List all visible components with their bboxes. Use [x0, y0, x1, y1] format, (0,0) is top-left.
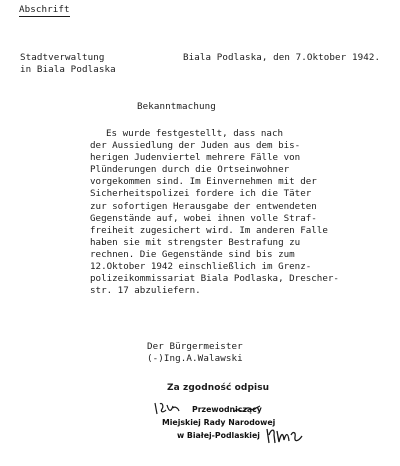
stamp-line-3: w Białej-Podlaskiej [177, 431, 260, 440]
body-line: Gegenstände auf, wobei ihnen volle Straf- [90, 212, 317, 224]
place-date: Biala Podlaska, den 7.Oktober 1942. [183, 52, 381, 63]
body-line: haben sie mit strengster Bestrafung zu [90, 236, 301, 248]
body-line: str. 17 abzuliefern. [90, 285, 201, 297]
body-line: Sicherheitspolizei fordere ich die Täter [90, 188, 312, 200]
sender-line-2: in Biala Podlaska [20, 64, 116, 75]
stamp-line-2: Miejskiej Rady Narodowej [162, 418, 276, 427]
body-line: zur sofortigen Herausgabe der entwendeten [90, 200, 317, 212]
body-line: Plünderungen durch die Ortseinwohner [90, 164, 290, 176]
body-line: Es wurde festgestellt, dass nach [106, 128, 284, 139]
sender-line-1: Stadtverwaltung [20, 52, 105, 63]
body-line: vorgekommen sind. Im Einvernehmen mit der [90, 176, 317, 188]
signatory-title: Der Bürgermeister [147, 341, 243, 352]
stamp-line-1: Przewodniczący [192, 405, 262, 414]
certification-note: Za zgodność odpisu [167, 383, 270, 393]
signature-flourish [232, 403, 262, 417]
body-line: 12.Oktober 1942 einschließlich im Grenz- [90, 261, 312, 273]
signatory-name: (-)Ing.A.Walawski [147, 353, 243, 364]
announcement-body [90, 128, 340, 297]
document-subject: Bekanntmachung [137, 101, 216, 112]
body-line: rechnen. Die Gegenstände sind bis zum [90, 248, 295, 260]
handwritten-initials [152, 400, 182, 418]
handwritten-signature [265, 423, 305, 447]
body-line: freiheit zugesichert wird. Im anderen Falle [90, 224, 328, 236]
body-line: polizeikommissariat Biala Podlaska, Drescher- [90, 273, 339, 285]
body-line: herigen Judenviertel mehrere Fälle von [90, 152, 301, 164]
body-line: der Aussiedlung der Juden aus dem bis- [90, 140, 301, 152]
copy-label: Abschrift [19, 4, 70, 15]
